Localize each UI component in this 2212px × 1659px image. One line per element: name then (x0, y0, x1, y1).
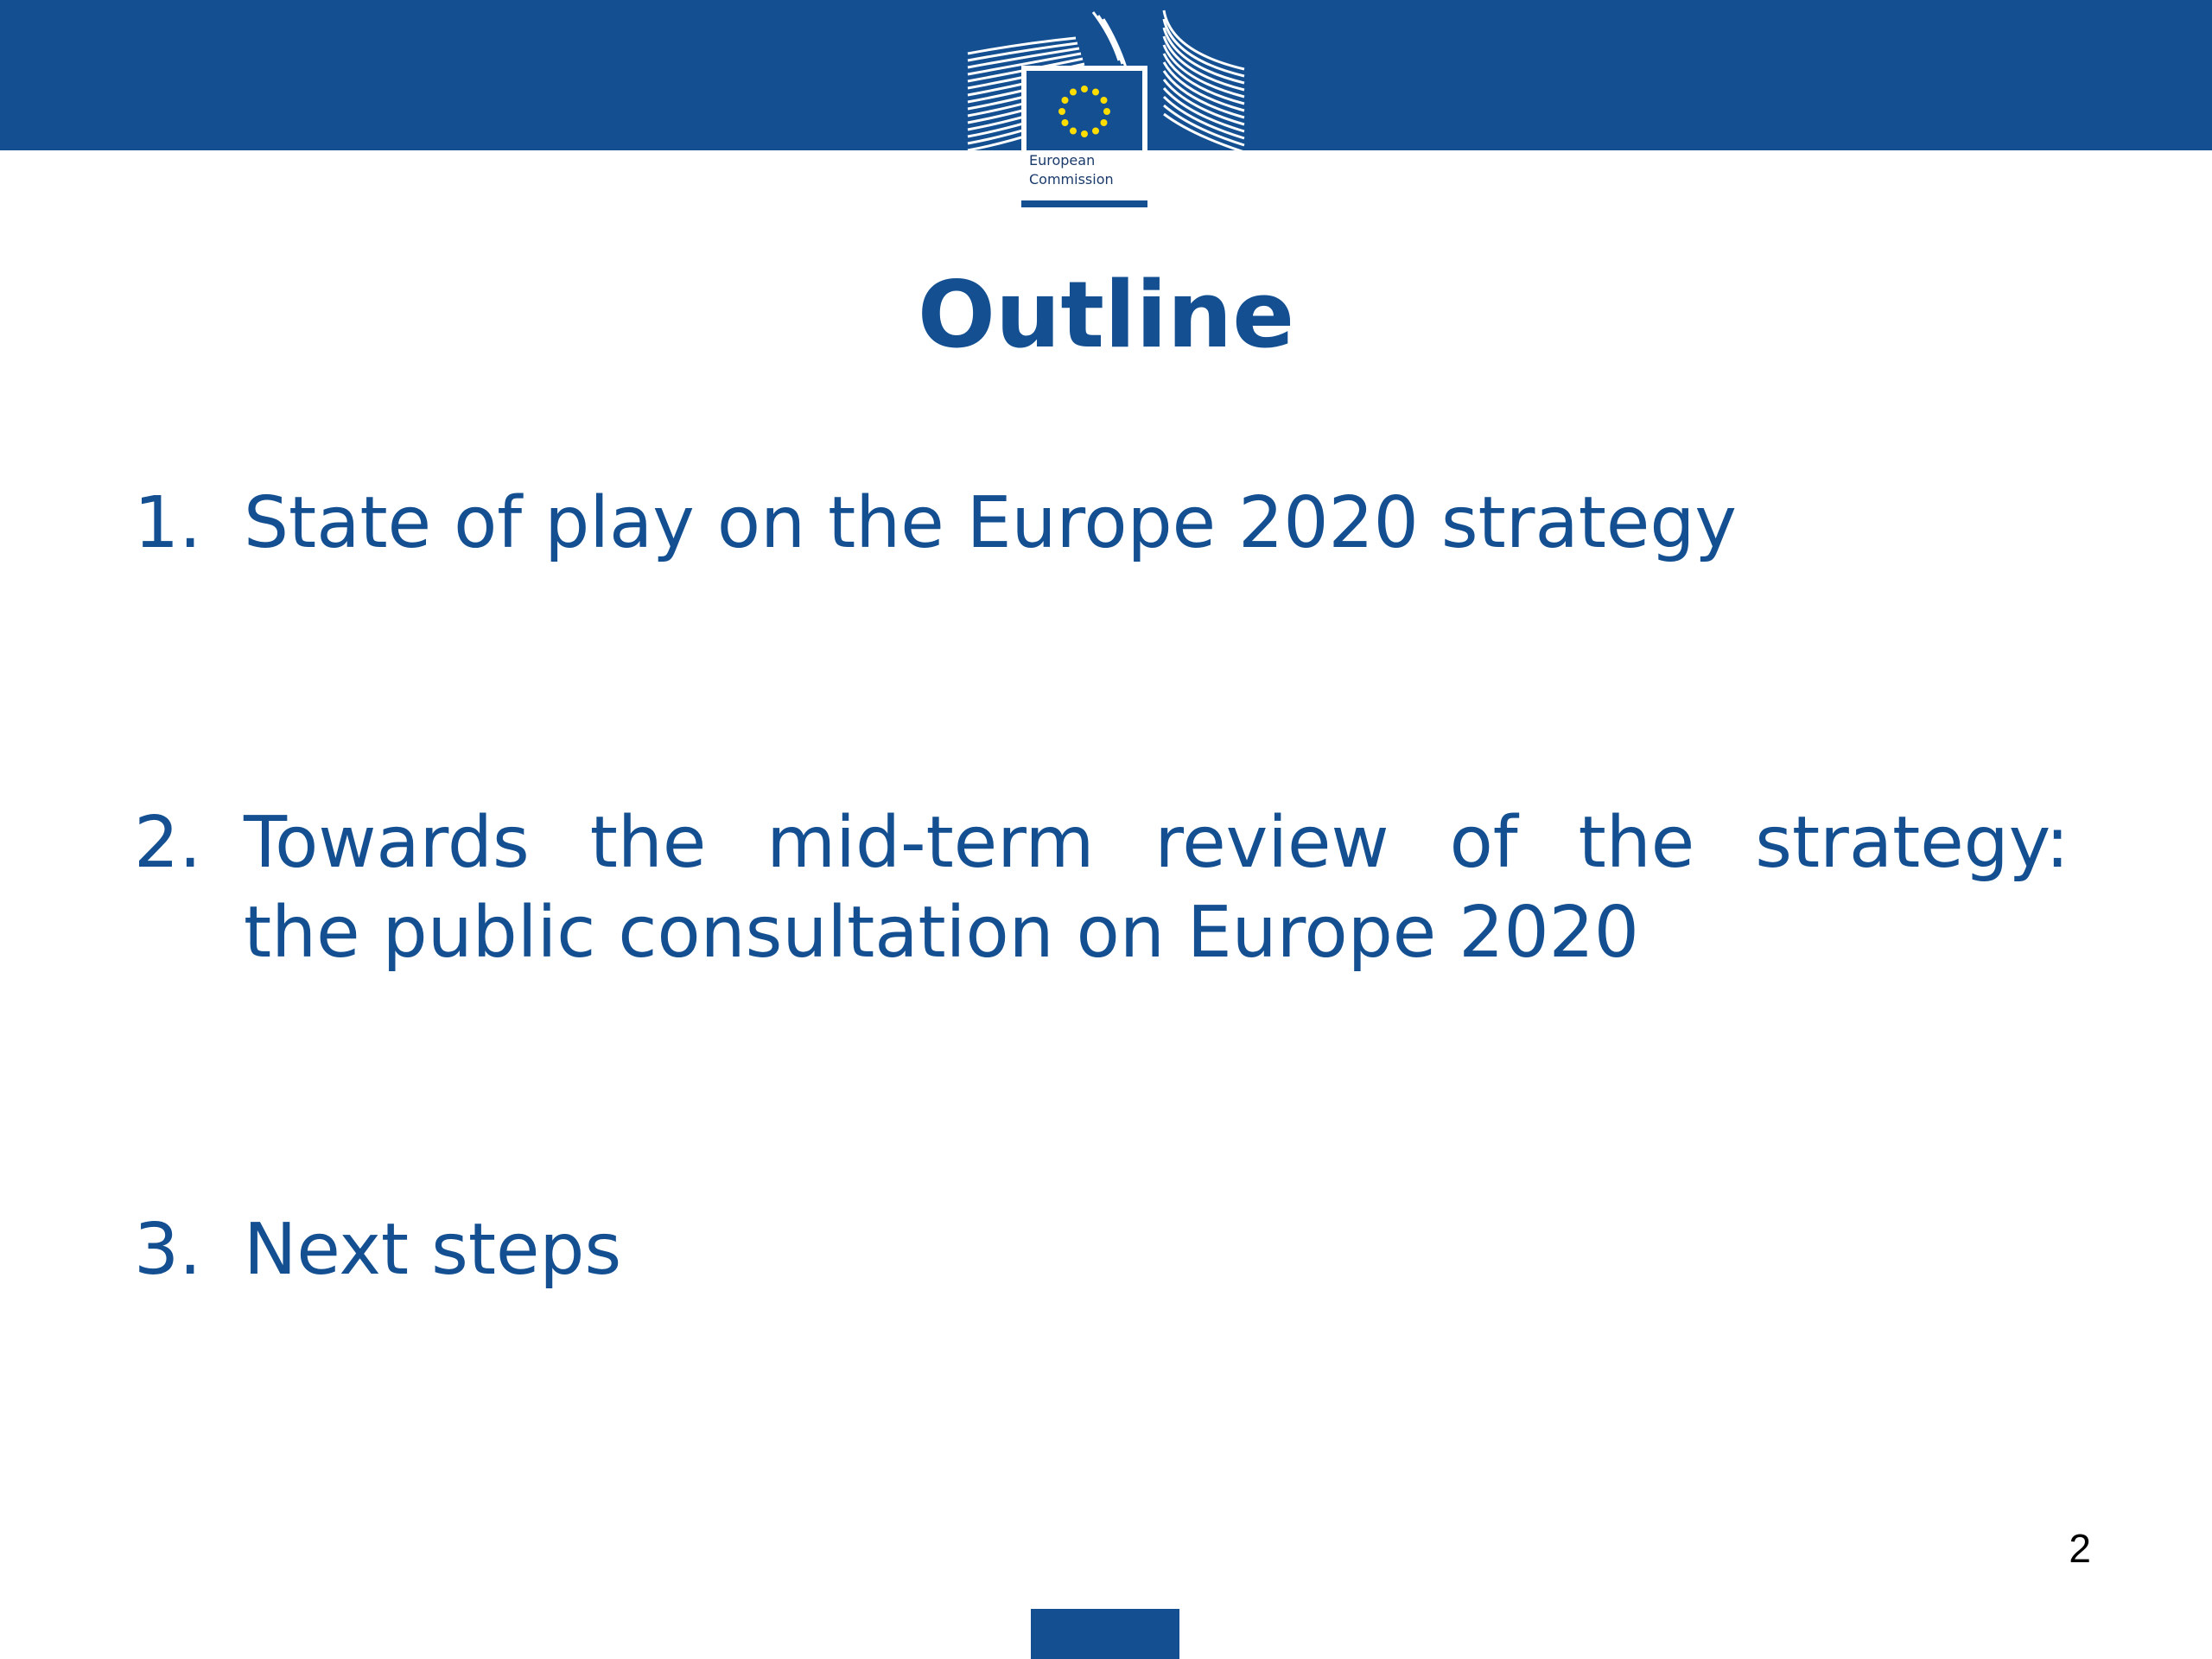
item-word: strategy: (1755, 802, 2069, 884)
outline-item-2 (134, 798, 2069, 978)
item-word: review (1154, 802, 1389, 884)
outline-item-1 (134, 479, 2069, 569)
logo-line-2: Commission (1029, 171, 1114, 188)
item-word: of (1449, 802, 1518, 884)
item-word: mid-term (766, 802, 1095, 884)
european-commission-logo (963, 9, 1249, 209)
item-line: Next steps (244, 1209, 622, 1291)
item-word: Towards (244, 802, 530, 884)
footer-tab (1031, 1609, 1179, 1659)
item-text (244, 798, 2069, 978)
item-text (244, 479, 2069, 569)
item-line-justified (244, 798, 2069, 888)
item-line: State of play on the Europe 2020 strategy (244, 482, 1737, 564)
item-word: the (1578, 802, 1695, 884)
item-number: 2. (134, 802, 202, 884)
item-line: the public consultation on Europe 2020 (244, 892, 1639, 974)
logo-wordmark (1029, 151, 1114, 189)
outline-item-3 (134, 1205, 2069, 1295)
item-text (244, 1205, 2069, 1295)
item-word: the (589, 802, 707, 884)
page-number: 2 (2069, 1526, 2091, 1571)
logo-line-1: European (1029, 152, 1096, 168)
item-number: 1. (134, 482, 202, 564)
slide-title: Outline (917, 262, 1295, 368)
item-number: 3. (134, 1209, 202, 1291)
